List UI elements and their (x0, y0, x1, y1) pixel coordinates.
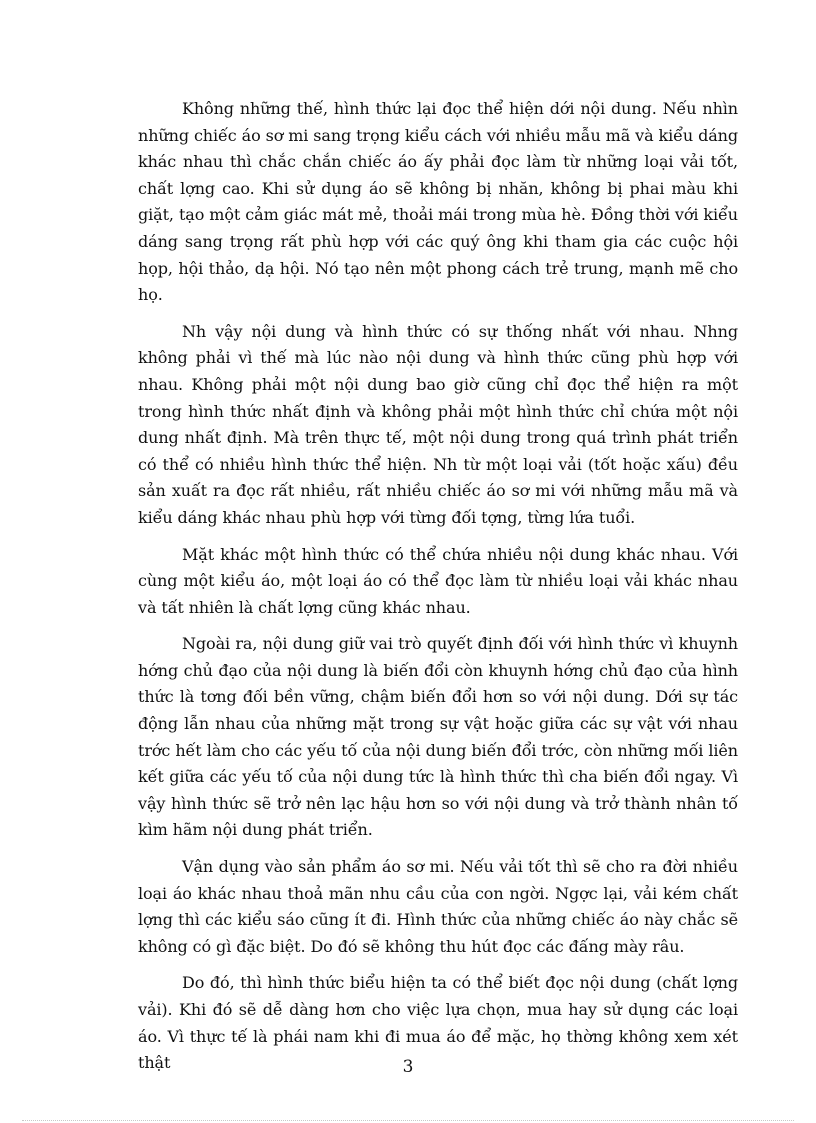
page-bottom-divider (22, 1120, 794, 1121)
paragraph: Nh vậy nội dung và hình thức có sự thống nhất với nhau. Nhng không phải vì thế mà lúc nào nội dung và hình thức cũng phù hợp với nhau. Không phải một nội dung bao giờ cũng chỉ đọc thể hiện ra một trong hình thức nhất định và không phải một hình thức chỉ chứa một nội dung nhất định. Mà trên thực tế, một nội dung trong quá trình phát triển có thể có nhiều hình thức thể hiện. Nh từ một loại vải (tốt hoặc xấu) đều sản xuất ra đọc rất nhiều, rất nhiều chiếc áo sơ mi với những mẫu mã và kiểu dáng khác nhau phù hợp với từng đối tợng, từng lứa tuổi. (138, 321, 738, 527)
paragraph: Không những thế, hình thức lại đọc thể hiện dới nội dung. Nếu nhìn những chiếc áo sơ mi sang trọng kiểu cách với nhiều mẫu mã và kiểu dáng khác nhau thì chắc chắn chiếc áo ấy phải đọc làm từ những loại vải tốt, chất lợng cao. Khi sử dụng áo sẽ không bị nhăn, không bị phai màu khi giặt, tạo một cảm giác mát mẻ, thoải mái trong mùa hè. Đồng thời với kiểu dáng sang trọng rất phù hợp với các quý ông khi tham gia các cuộc hội họp, hội thảo, dạ hội. Nó tạo nên một phong cách trẻ trung, mạnh mẽ cho họ. (138, 99, 738, 305)
document-body (138, 96, 738, 1087)
paragraph: Mặt khác một hình thức có thể chứa nhiều nội dung khác nhau. Với cùng một kiểu áo, một loại áo có thể đọc làm từ nhiều loại vải khác nhau và tất nhiên là chất lợng cũng khác nhau. (138, 544, 738, 617)
page-number: 3 (402, 1057, 414, 1077)
paragraph: Do đó, thì hình thức biểu hiện ta có thể biết đọc nội dung (chất lợng vải). Khi đó sẽ dễ dàng hơn cho việc lựa chọn, mua hay sử dụng các loại áo. Vì thực tế là phái nam khi đi mua áo để mặc, họ thờng không xem xét thật (138, 973, 738, 1073)
paragraph: Vận dụng vào sản phẩm áo sơ mi. Nếu vải tốt thì sẽ cho ra đời nhiều loại áo khác nhau thoả mãn nhu cầu của con ngời. Ngợc lại, vải kém chất lợng thì các kiểu sáo cũng ít đi. Hình thức của những chiếc áo này chắc sẽ không có gì đặc biệt. Do đó sẽ không thu hút đọc các đấng mày râu. (138, 857, 738, 956)
paragraph: Ngoài ra, nội dung giữ vai trò quyết định đối với hình thức vì khuynh hớng chủ đạo của nội dung là biến đổi còn khuynh hớng chủ đạo của hình thức là tơng đối bền vững, chậm biến đổi hơn so với nội dung. Dới sự tác động lẫn nhau của những mặt trong sự vật hoặc giữa các sự vật với nhau trớc hết làm cho các yếu tố của nội dung biến đổi trớc, còn những mối liên kết giữa các yếu tố của nội dung tức là hình thức thì cha biến đổi ngay. Vì vậy hình thức sẽ trở nên lạc hậu hơn so với nội dung và trở thành nhân tố kìm hãm nội dung phát triển. (138, 634, 738, 840)
